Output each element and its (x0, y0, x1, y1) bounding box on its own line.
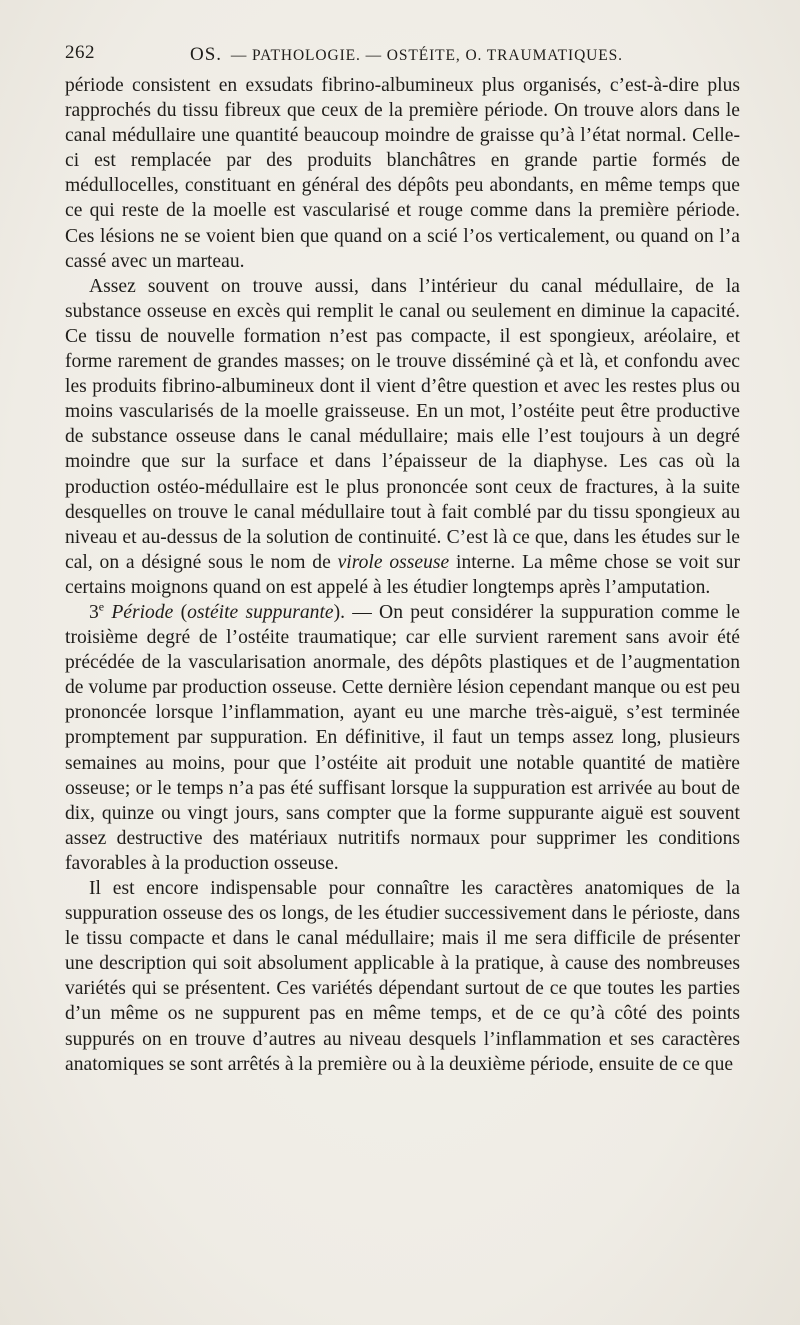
section-title: Période (111, 601, 174, 623)
page-header (65, 42, 740, 68)
running-head-main: OS. (190, 44, 223, 65)
page-number: 262 (65, 42, 95, 63)
paragraph-2 (65, 274, 740, 600)
paragraph-1: période consistent en exsudats fibrino-albumineux plus organisés, c’est-à-dire plus rapprochés du tissu fibreux que ceux de la première période. On trouve alors dans le canal médullaire une quantité beaucoup moindre de graisse qu’à l’état normal. Celle-ci est remplacée par des produits blanchâtres en grande partie formés de médullocelles, constituant en général des dépôts peu abondants, en même temps que ce qui reste de la moelle est vascularisé et rouge comme dans la première période. Ces lésions ne se voient bien que quand on a scié l’os verticalement, ou quand on l’a cassé avec un marteau. (65, 75, 740, 272)
section-paren-close: ). (333, 601, 346, 623)
paragraph-2-text-a: Assez souvent on trouve aussi, dans l’intérieur du canal médullaire, de la substance osseuse en excès qui remplit le canal ou seulement en diminue la capacité. Ce tissu de nouvelle formation n’est pas compacte, il est spongieux, aréolaire, et forme rarement de grandes masses; on le trouve disséminé çà et là, et confondu avec les produits fibrino-albumineux dont il vient d’être question et avec les restes plus ou moins vascularisés de la moelle graisseuse. En un mot, l’ostéite peut être productive de substance osseuse dans le canal médullaire; mais elle l’est toujours à un degré moindre que sur la surface et dans l’épaisseur de la diaphyse. Les cas où la production ostéo-médullaire est le plus prononcée sont ceux de fractures, à la suite desquelles on trouve le canal médullaire tout à fait comblé par du tissu spongieux au niveau et au-dessus de la solution de continuité. C’est là ce que, dans les études sur le cal, on a désigné sous le nom de (65, 275, 740, 573)
paragraph-3-text: — On peut considérer la suppuration comme le troisième degré de l’ostéite traumatique; car elle survient rarement sans avoir été précédée de la vascularisation anormale, des dépôts plastiques et de l’augmentation de volume par production osseuse. Cette dernière lésion cependant manque ou est peu prononcée lorsque l’inflammation, ayant eu une marche très-aiguë, s’est terminée promptement par suppuration. En définitive, il faut un temps assez long, plusieurs semaines au moins, pour que l’ostéite ait produit une notable quantité de matière osseuse; or le temps n’a pas été suffisant lorsque la suppuration est arrivée au bout de dix, quinze ou vingt jours, sans compter que la forme suppurante aiguë est souvent assez destructive des matériaux nutritifs normaux pour supprimer les conditions favorables à la production osseuse. (65, 601, 740, 874)
section-number: 3 (89, 601, 99, 623)
paragraph-2-italic-term: virole osseuse (337, 551, 450, 573)
paragraph-3 (65, 600, 740, 876)
section-subtitle: ostéite suppurante (187, 601, 334, 623)
running-head-rest: — PATHOLOGIE. — OSTÉITE, O. TRAUMATIQUES. (230, 47, 623, 64)
section-number-suffix: e (98, 599, 105, 614)
running-head (190, 44, 623, 66)
paragraph-4: Il est encore indispensable pour connaître les caractères anatomiques de la suppuration osseuse des os longs, de les étudier successivement dans le périoste, dans le tissu compacte et dans le canal médullaire; mais il me sera difficile de présenter une description qui soit absolument applicable à la pratique, à cause des nombreuses variétés qui se présentent. Ces variétés dépendant surtout de ce que toutes les parties d’un même os ne suppurent pas en même temps, et de ce qu’à côté des points suppurés on en trouve d’autres au niveau desquels l’inflammation et ses caractères anatomiques se sont arrêtés à la première ou à la deuxième période, ensuite de ce que (65, 878, 740, 1075)
body-text (65, 73, 740, 1077)
paragraph-2-text-b: interne. La même chose se voit sur certains moignons quand on est appelé à les étudier longtemps après l’amputation. (65, 551, 740, 598)
section-paren-open: ( (180, 601, 188, 623)
